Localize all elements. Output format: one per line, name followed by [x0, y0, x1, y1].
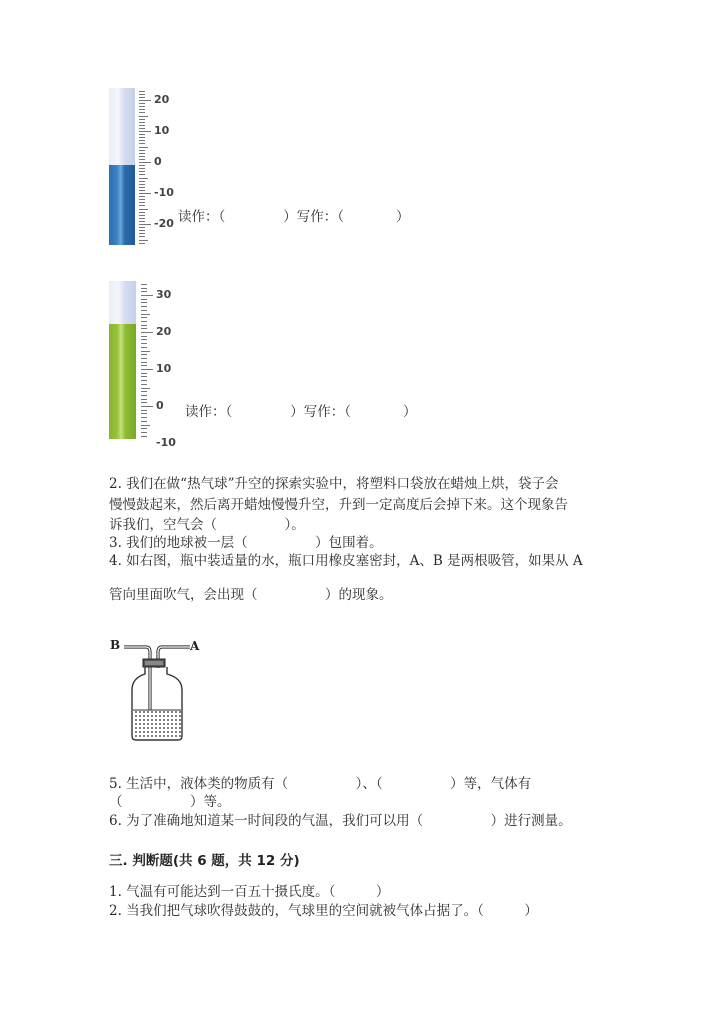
scale-tick [139, 240, 148, 241]
scale-tick [139, 131, 151, 132]
scale-tick [141, 425, 150, 426]
scale-label: 20 [154, 93, 170, 106]
scale-tick [139, 212, 145, 213]
scale-tick [139, 218, 145, 219]
section-3-title: 三. 判断题(共 6 题，共 12 分) [109, 853, 300, 869]
scale-tick [141, 388, 150, 389]
scale-tick [139, 153, 145, 154]
scale-label: 20 [156, 325, 172, 338]
scale-tick [141, 314, 150, 315]
scale-tick [139, 106, 145, 107]
scale-tick [141, 358, 147, 359]
scale-tick [141, 332, 153, 333]
scale-tick [141, 432, 147, 433]
scale-tick [139, 221, 145, 222]
judgement-item-2: 2. 当我们把气球吹得鼓鼓的，气球里的空间就被气体占据了。（ ） [109, 903, 538, 919]
scale-tick [141, 343, 147, 344]
scale-tick [141, 373, 147, 374]
scale-tick [139, 162, 151, 163]
scale-label: 0 [154, 155, 162, 168]
scale-tick [139, 128, 145, 129]
scale-tick [139, 181, 145, 182]
scale-tick [139, 150, 145, 151]
scale-tick [141, 365, 147, 366]
scale-label: -10 [154, 186, 174, 199]
scale-label: 30 [156, 288, 172, 301]
scale-tick [139, 125, 145, 126]
scale-tick [141, 395, 147, 396]
thermometer-1-tube [109, 88, 135, 245]
scale-tick [139, 174, 145, 175]
thermometer-2-question: 读作：（ ）写作：（ ） [185, 404, 417, 420]
scale-tick [139, 215, 145, 216]
scale-tick [141, 436, 147, 437]
scale-tick [141, 406, 153, 407]
scale-tick [139, 140, 145, 141]
scale-tick [139, 103, 145, 104]
scale-tick [141, 291, 147, 292]
question-5-line-1: 5. 生活中，液体类的物质有（ ）、（ ）等，气体有 [109, 776, 532, 792]
scale-tick [139, 224, 151, 225]
question-3: 3. 我们的地球被一层（ ）包围着。 [109, 535, 383, 551]
thermometer-1-scale [139, 88, 179, 245]
scale-tick [141, 402, 147, 403]
scale-tick [139, 165, 145, 166]
scale-tick [141, 413, 147, 414]
scale-tick [141, 328, 147, 329]
scale-tick [141, 421, 147, 422]
scale-tick [141, 399, 147, 400]
question-2-line-1: 2. 我们在做“热气球”升空的探索实验中，将塑料口袋放在蜡烛上烘，袋子会 [109, 476, 559, 492]
scale-tick [139, 187, 145, 188]
scale-tick [141, 362, 147, 363]
scale-tick [139, 134, 145, 135]
scale-tick [139, 205, 145, 206]
bottle-figure [110, 638, 210, 748]
scale-tick [141, 384, 147, 385]
scale-tick [139, 143, 145, 144]
scale-tick [139, 190, 145, 191]
question-5-line-2: （ ）等。 [109, 794, 231, 810]
scale-tick [141, 310, 147, 311]
bottle-with-tubes-icon [110, 638, 210, 748]
scale-tick [141, 391, 147, 392]
scale-tick [141, 369, 153, 370]
scale-tick [141, 306, 147, 307]
scale-tick [139, 91, 145, 92]
scale-tick [139, 97, 145, 98]
scale-tick [141, 317, 147, 318]
scale-tick [139, 236, 145, 237]
scale-tick [139, 196, 145, 197]
scale-label: 10 [156, 362, 172, 375]
scale-tick [141, 428, 147, 429]
thermometer-2-scale [141, 281, 184, 449]
scale-tick [139, 202, 145, 203]
scale-tick [141, 336, 147, 337]
scale-tick [139, 199, 145, 200]
figure-label-b: B [110, 638, 121, 652]
scale-tick [139, 168, 145, 169]
scale-tick [141, 410, 147, 411]
scale-tick [141, 417, 147, 418]
scale-tick [139, 112, 145, 113]
scale-tick [139, 193, 151, 194]
thermometer-2 [109, 281, 184, 449]
scale-tick [139, 147, 148, 148]
scale-tick [141, 288, 147, 289]
scale-tick [141, 321, 147, 322]
scale-tick [139, 109, 145, 110]
question-6: 6. 为了准确地知道某一时间段的气温，我们可以用（ ）进行测量。 [109, 813, 572, 829]
scale-tick [141, 302, 147, 303]
scale-tick [139, 230, 145, 231]
scale-tick [139, 137, 145, 138]
scale-tick [141, 380, 147, 381]
scale-tick [139, 233, 145, 234]
scale-tick [139, 243, 145, 244]
scale-tick [139, 156, 145, 157]
scale-label: -20 [154, 217, 174, 230]
scale-tick [139, 94, 145, 95]
question-4-line-1: 4. 如右图，瓶中装适量的水，瓶口用橡皮塞密封，A、B 是两根吸管，如果从 A [109, 553, 583, 569]
judgement-item-1: 1. 气温有可能达到一百五十摄氏度。（ ） [109, 884, 390, 900]
scale-tick [139, 227, 145, 228]
scale-tick [141, 299, 147, 300]
scale-tick [141, 325, 147, 326]
scale-tick [139, 171, 145, 172]
scale-tick [141, 351, 150, 352]
scale-tick [141, 339, 147, 340]
question-2-line-3: 诉我们，空气会（ ）。 [109, 517, 305, 533]
scale-tick [139, 119, 145, 120]
scale-tick [141, 376, 147, 377]
thermometer-1-question: 读作：（ ）写作：（ ） [178, 209, 410, 225]
scale-label: -10 [156, 436, 176, 449]
scale-tick [141, 354, 147, 355]
scale-tick [139, 116, 148, 117]
scale-tick [141, 347, 147, 348]
thermometer-2-tube [109, 281, 136, 439]
scale-tick [139, 159, 145, 160]
scale-tick [139, 178, 148, 179]
figure-label-a: A [190, 639, 200, 653]
thermometer-1 [109, 88, 179, 246]
scale-tick [139, 100, 151, 101]
question-2-line-2: 慢慢鼓起来，然后离开蜡烛慢慢升空，升到一定高度后会掉下来。这个现象告 [109, 497, 568, 513]
scale-tick [141, 295, 153, 296]
scale-tick [139, 209, 148, 210]
scale-label: 10 [154, 124, 170, 137]
scale-tick [139, 184, 145, 185]
scale-tick [139, 122, 145, 123]
question-4-line-2: 管向里面吹气，会出现（ ）的现象。 [109, 587, 393, 603]
scale-tick [141, 284, 147, 285]
scale-label: 0 [156, 399, 164, 412]
